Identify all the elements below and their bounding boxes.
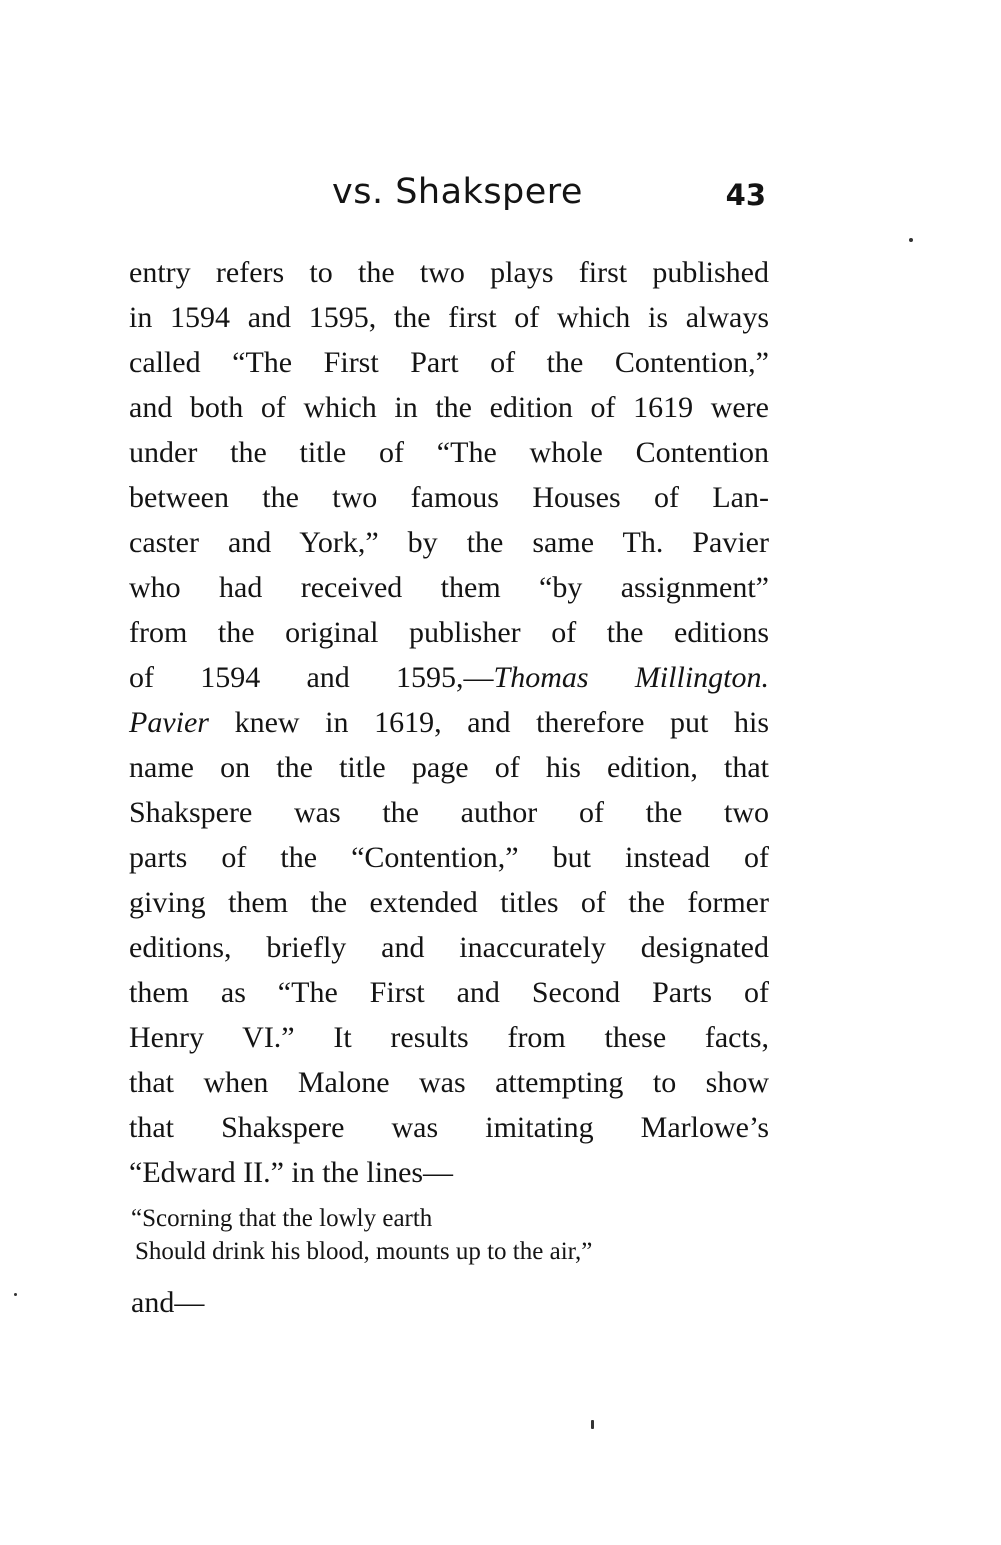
page-number: 43 <box>725 178 766 212</box>
scan-speck <box>14 1293 17 1296</box>
text-line: them as “The First and Second Parts of <box>129 976 769 1009</box>
body-paragraph <box>129 250 769 1195</box>
text-line: Shakspere was the author of the two <box>129 796 769 829</box>
scan-speck <box>909 238 913 242</box>
verse-line: Should drink his blood, mounts up to the air,” <box>135 1238 593 1265</box>
text-line: parts of the “Contention,” but instead of <box>129 841 769 874</box>
italic-name-pavier: Pavier <box>129 706 209 739</box>
text-line-with-italic <box>129 700 769 745</box>
italic-name-millington: Thomas Millington. <box>493 661 769 694</box>
trailing-text: and— <box>131 1286 205 1319</box>
scan-speck <box>591 1420 594 1429</box>
text-line: giving them the extended titles of the former <box>129 886 769 919</box>
text-line: “Edward II.” in the lines— <box>129 1156 454 1189</box>
text-line: Henry VI.” It results from these facts, <box>129 1021 769 1054</box>
text-line: that Shakspere was imitating Marlowe’s <box>129 1111 769 1144</box>
text-line: in 1594 and 1595, the first of which is always <box>129 301 769 334</box>
verse-line: “Scorning that the lowly earth <box>131 1205 433 1232</box>
running-head <box>130 172 770 222</box>
text-line: called “The First Part of the Contention,” <box>129 346 769 379</box>
text-line: under the title of “The whole Contention <box>129 436 769 469</box>
text-line-with-italic <box>129 655 769 700</box>
running-title: vs. Shakspere <box>332 172 583 212</box>
text-line: from the original publisher of the editions <box>129 616 769 649</box>
text-segment: knew in 1619, and therefore put his <box>208 706 769 739</box>
text-line: that when Malone was attempting to show <box>129 1066 769 1099</box>
text-line: and both of which in the edition of 1619 were <box>129 391 769 424</box>
verse-quotation <box>131 1202 771 1268</box>
text-line: between the two famous Houses of Lan- <box>129 481 769 514</box>
text-line: name on the title page of his edition, that <box>129 751 769 784</box>
text-line: caster and York,” by the same Th. Pavier <box>129 526 769 559</box>
text-line: editions, briefly and inaccurately designated <box>129 931 769 964</box>
text-line: who had received them “by assignment” <box>129 571 769 604</box>
text-segment: of 1594 and 1595,— <box>129 661 494 694</box>
text-line: entry refers to the two plays first published <box>129 256 769 289</box>
